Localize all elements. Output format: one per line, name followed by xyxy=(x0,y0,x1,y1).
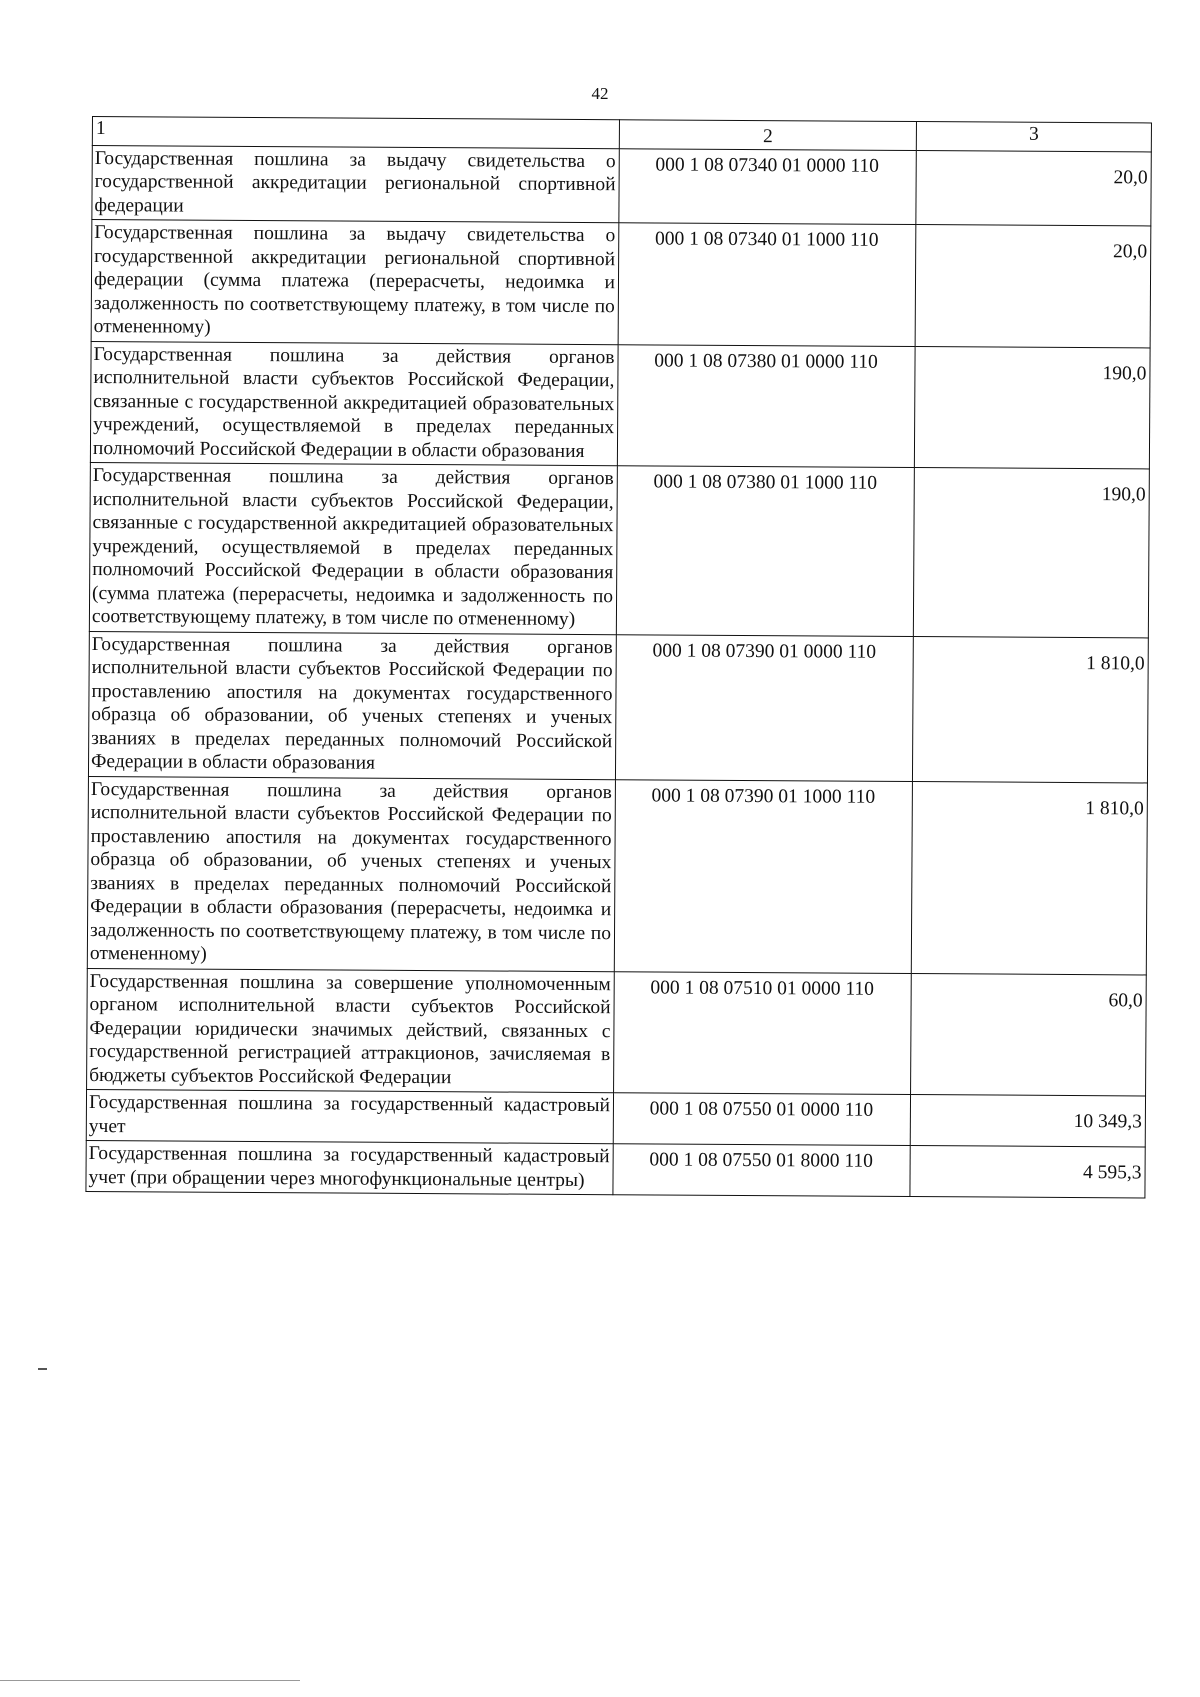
row-amount: 20,0 xyxy=(916,150,1151,226)
row-code: 000 1 08 07340 01 1000 110 xyxy=(618,223,916,346)
table-row xyxy=(86,1089,1145,1146)
table-row xyxy=(88,631,1148,782)
row-code: 000 1 08 07380 01 1000 110 xyxy=(616,466,914,636)
column-header-1: 1 xyxy=(92,117,619,149)
row-amount: 1 810,0 xyxy=(911,781,1147,974)
row-code: 000 1 08 07390 01 0000 110 xyxy=(615,634,913,781)
table-row xyxy=(90,341,1150,469)
row-amount: 190,0 xyxy=(913,468,1149,638)
revenue-table xyxy=(85,116,1152,1198)
row-description: Государственная пошлина за выдачу свидетельства о государственной аккредитации региональной спортивной федерации xyxy=(92,145,619,223)
bottom-rule xyxy=(0,1680,300,1681)
table-body xyxy=(86,145,1151,1198)
row-description: Государственная пошлина за действия органов исполнительной власти субъектов Российской Федерации по проставлению апостиля на документах государственного образца об образовании, об ученых степенях и ученых званиях в пределах переданных полномочий Российской Федерации в области образования xyxy=(88,631,616,779)
row-description: Государственная пошлина за государственный кадастровый учет (при обращении через многофункциональные центры) xyxy=(86,1140,613,1194)
row-description: Государственная пошлина за государственный кадастровый учет xyxy=(86,1089,613,1143)
row-amount: 60,0 xyxy=(911,973,1147,1096)
row-description: Государственная пошлина за действия органов исполнительной власти субъектов Российской Федерации, связанные с государственной аккредитацией образовательных учреждений, осуществляемой в пределах переданных полномочий Российской Федерации в области образования xyxy=(90,341,618,466)
row-code: 000 1 08 07510 01 0000 110 xyxy=(614,971,912,1094)
table-row xyxy=(89,462,1149,637)
row-code: 000 1 08 07550 01 0000 110 xyxy=(613,1093,910,1146)
row-description: Государственная пошлина за действия органов исполнительной власти субъектов Российской Федерации по проставлению апостиля на документах государственного образца об образовании, об ученых степенях и ученых званиях в пределах переданных полномочий Российской Федерации в области образования (перерасчеты, недоимка и задолженность по соответствующему платежу, в том числе по отмененному) xyxy=(87,776,615,971)
row-amount: 10 349,3 xyxy=(910,1095,1145,1147)
row-code: 000 1 08 07380 01 0000 110 xyxy=(617,344,915,467)
row-code: 000 1 08 07390 01 1000 110 xyxy=(614,779,912,973)
table-row xyxy=(92,145,1151,226)
table-row xyxy=(91,220,1151,348)
table-row xyxy=(87,776,1147,974)
row-amount: 20,0 xyxy=(915,225,1151,348)
margin-mark xyxy=(38,1368,47,1370)
table-row xyxy=(87,968,1147,1096)
table-row xyxy=(86,1140,1145,1197)
column-header-3: 3 xyxy=(916,122,1151,152)
row-code: 000 1 08 07340 01 0000 110 xyxy=(619,148,916,224)
row-amount: 190,0 xyxy=(914,346,1150,469)
row-description: Государственная пошлина за совершение уполномоченным органом исполнительной власти субъектов Российской Федерации юридически значимых действий, связанных с государственной регистрацией аттракционов, зачисляемая в бюджеты субъектов Российской Федерации xyxy=(87,968,615,1093)
row-description: Государственная пошлина за выдачу свидетельства о государственной аккредитации региональной спортивной федерации (сумма платежа (перерасчеты, недоимка и задолженность по соответствующему платежу, в том числе по отмененному) xyxy=(91,220,619,345)
row-description: Государственная пошлина за действия органов исполнительной власти субъектов Российской Федерации, связанные с государственной аккредитацией образовательных учреждений, осуществляемой в пределах переданных полномочий Российской Федерации в области образования (сумма платежа (перерасчеты, недоимка и задолженность по соответствующему платежу, в том числе по отмененному) xyxy=(89,462,617,634)
row-amount: 1 810,0 xyxy=(912,636,1148,782)
row-amount: 4 595,3 xyxy=(910,1146,1145,1198)
row-code: 000 1 08 07550 01 8000 110 xyxy=(613,1144,910,1197)
column-header-2: 2 xyxy=(619,120,916,150)
page-number: 42 xyxy=(591,84,609,103)
